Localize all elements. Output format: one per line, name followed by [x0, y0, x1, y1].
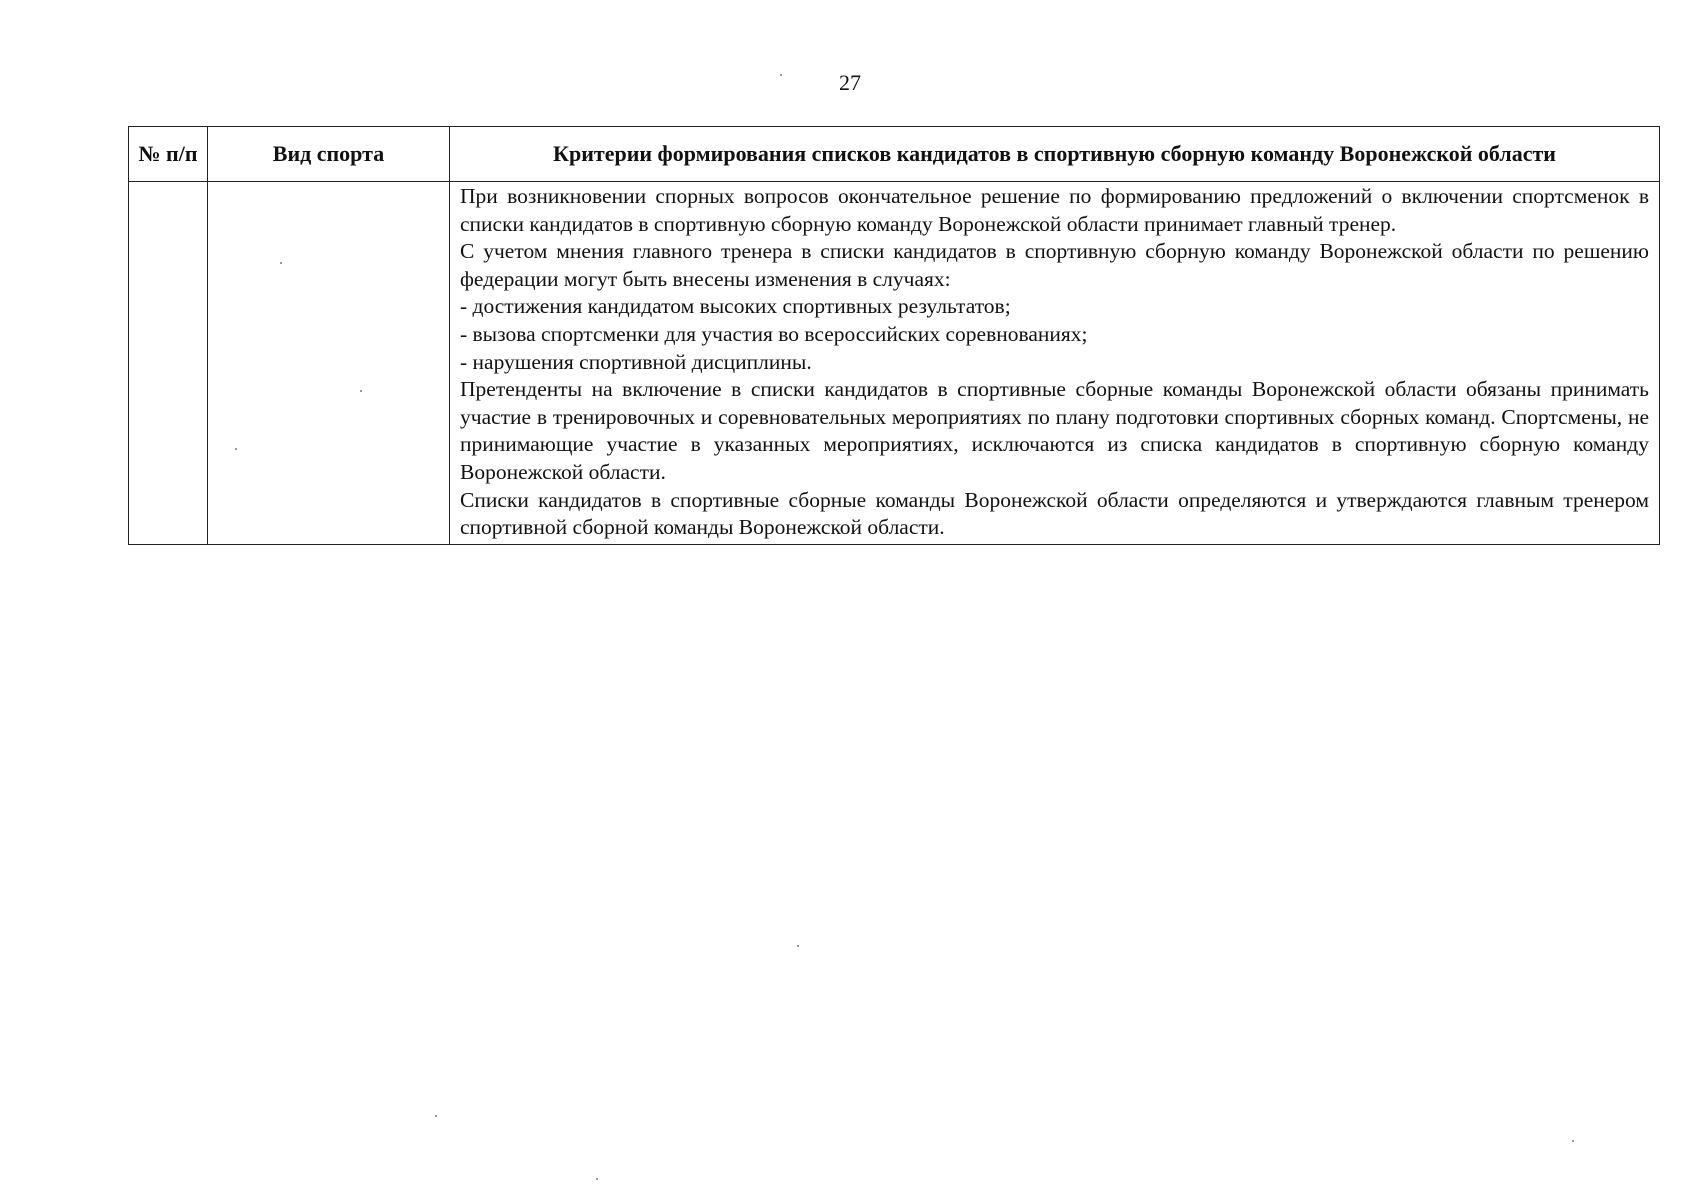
criteria-paragraph-obligations: Претенденты на включение в списки кандидатов в спортивные сборные команды Воронежской области обязаны принимать участие в тренировочных и соревновательных мероприятиях по плану подготовки спортивных сборных команд. Спортсмены, не принимающие участие в указанных мероприятиях, исключаются из списка кандидатов в спортивную сборную команду Воронежской области. — [460, 377, 1649, 484]
table-row — [129, 182, 1660, 545]
row-number-cell — [129, 182, 208, 545]
page-number: 27 — [839, 70, 861, 95]
scan-speck — [780, 74, 782, 76]
criteria-table — [128, 126, 1660, 545]
row-sport-cell — [208, 182, 450, 545]
scan-speck — [435, 1115, 437, 1117]
scan-speck — [596, 1178, 598, 1180]
criteria-paragraph-approval: Списки кандидатов в спортивные сборные команды Воронежской области определяются и утверждаются главным тренером спортивной сборной команды Воронежской области. — [460, 487, 1649, 540]
criteria-item-discipline: - нарушения спортивной дисциплины. — [460, 349, 812, 374]
scan-speck — [235, 448, 237, 450]
header-criteria: Критерии формирования списков кандидатов в спортивную сборную команду Воронежской области — [450, 127, 1660, 182]
row-criteria-cell — [450, 182, 1660, 545]
scan-speck — [1572, 1140, 1574, 1142]
criteria-paragraph-disputes: При возникновении спорных вопросов окончательное решение по формированию предложений о включении спортсменок в списки кандидатов в спортивную сборную команду Воронежской области принимает главный тренер. — [460, 184, 1649, 236]
scan-speck — [280, 262, 282, 264]
criteria-item-achievements: - достижения кандидатом высоких спортивных результатов; — [460, 294, 1011, 319]
header-row — [129, 127, 1660, 182]
scan-speck — [360, 390, 362, 392]
header-sport: Вид спорта — [208, 127, 450, 182]
header-number: № п/п — [129, 127, 208, 182]
scan-speck — [797, 945, 799, 947]
criteria-paragraph-changes: С учетом мнения главного тренера в списки кандидатов в спортивную сборную команду Воронежской области по решению федерации могут быть внесены изменения в случаях: — [460, 239, 1649, 291]
table-header — [129, 127, 1660, 182]
table-body — [129, 182, 1660, 545]
criteria-item-national-call: - вызова спортсменки для участия во всероссийских соревнованиях; — [460, 321, 1088, 346]
